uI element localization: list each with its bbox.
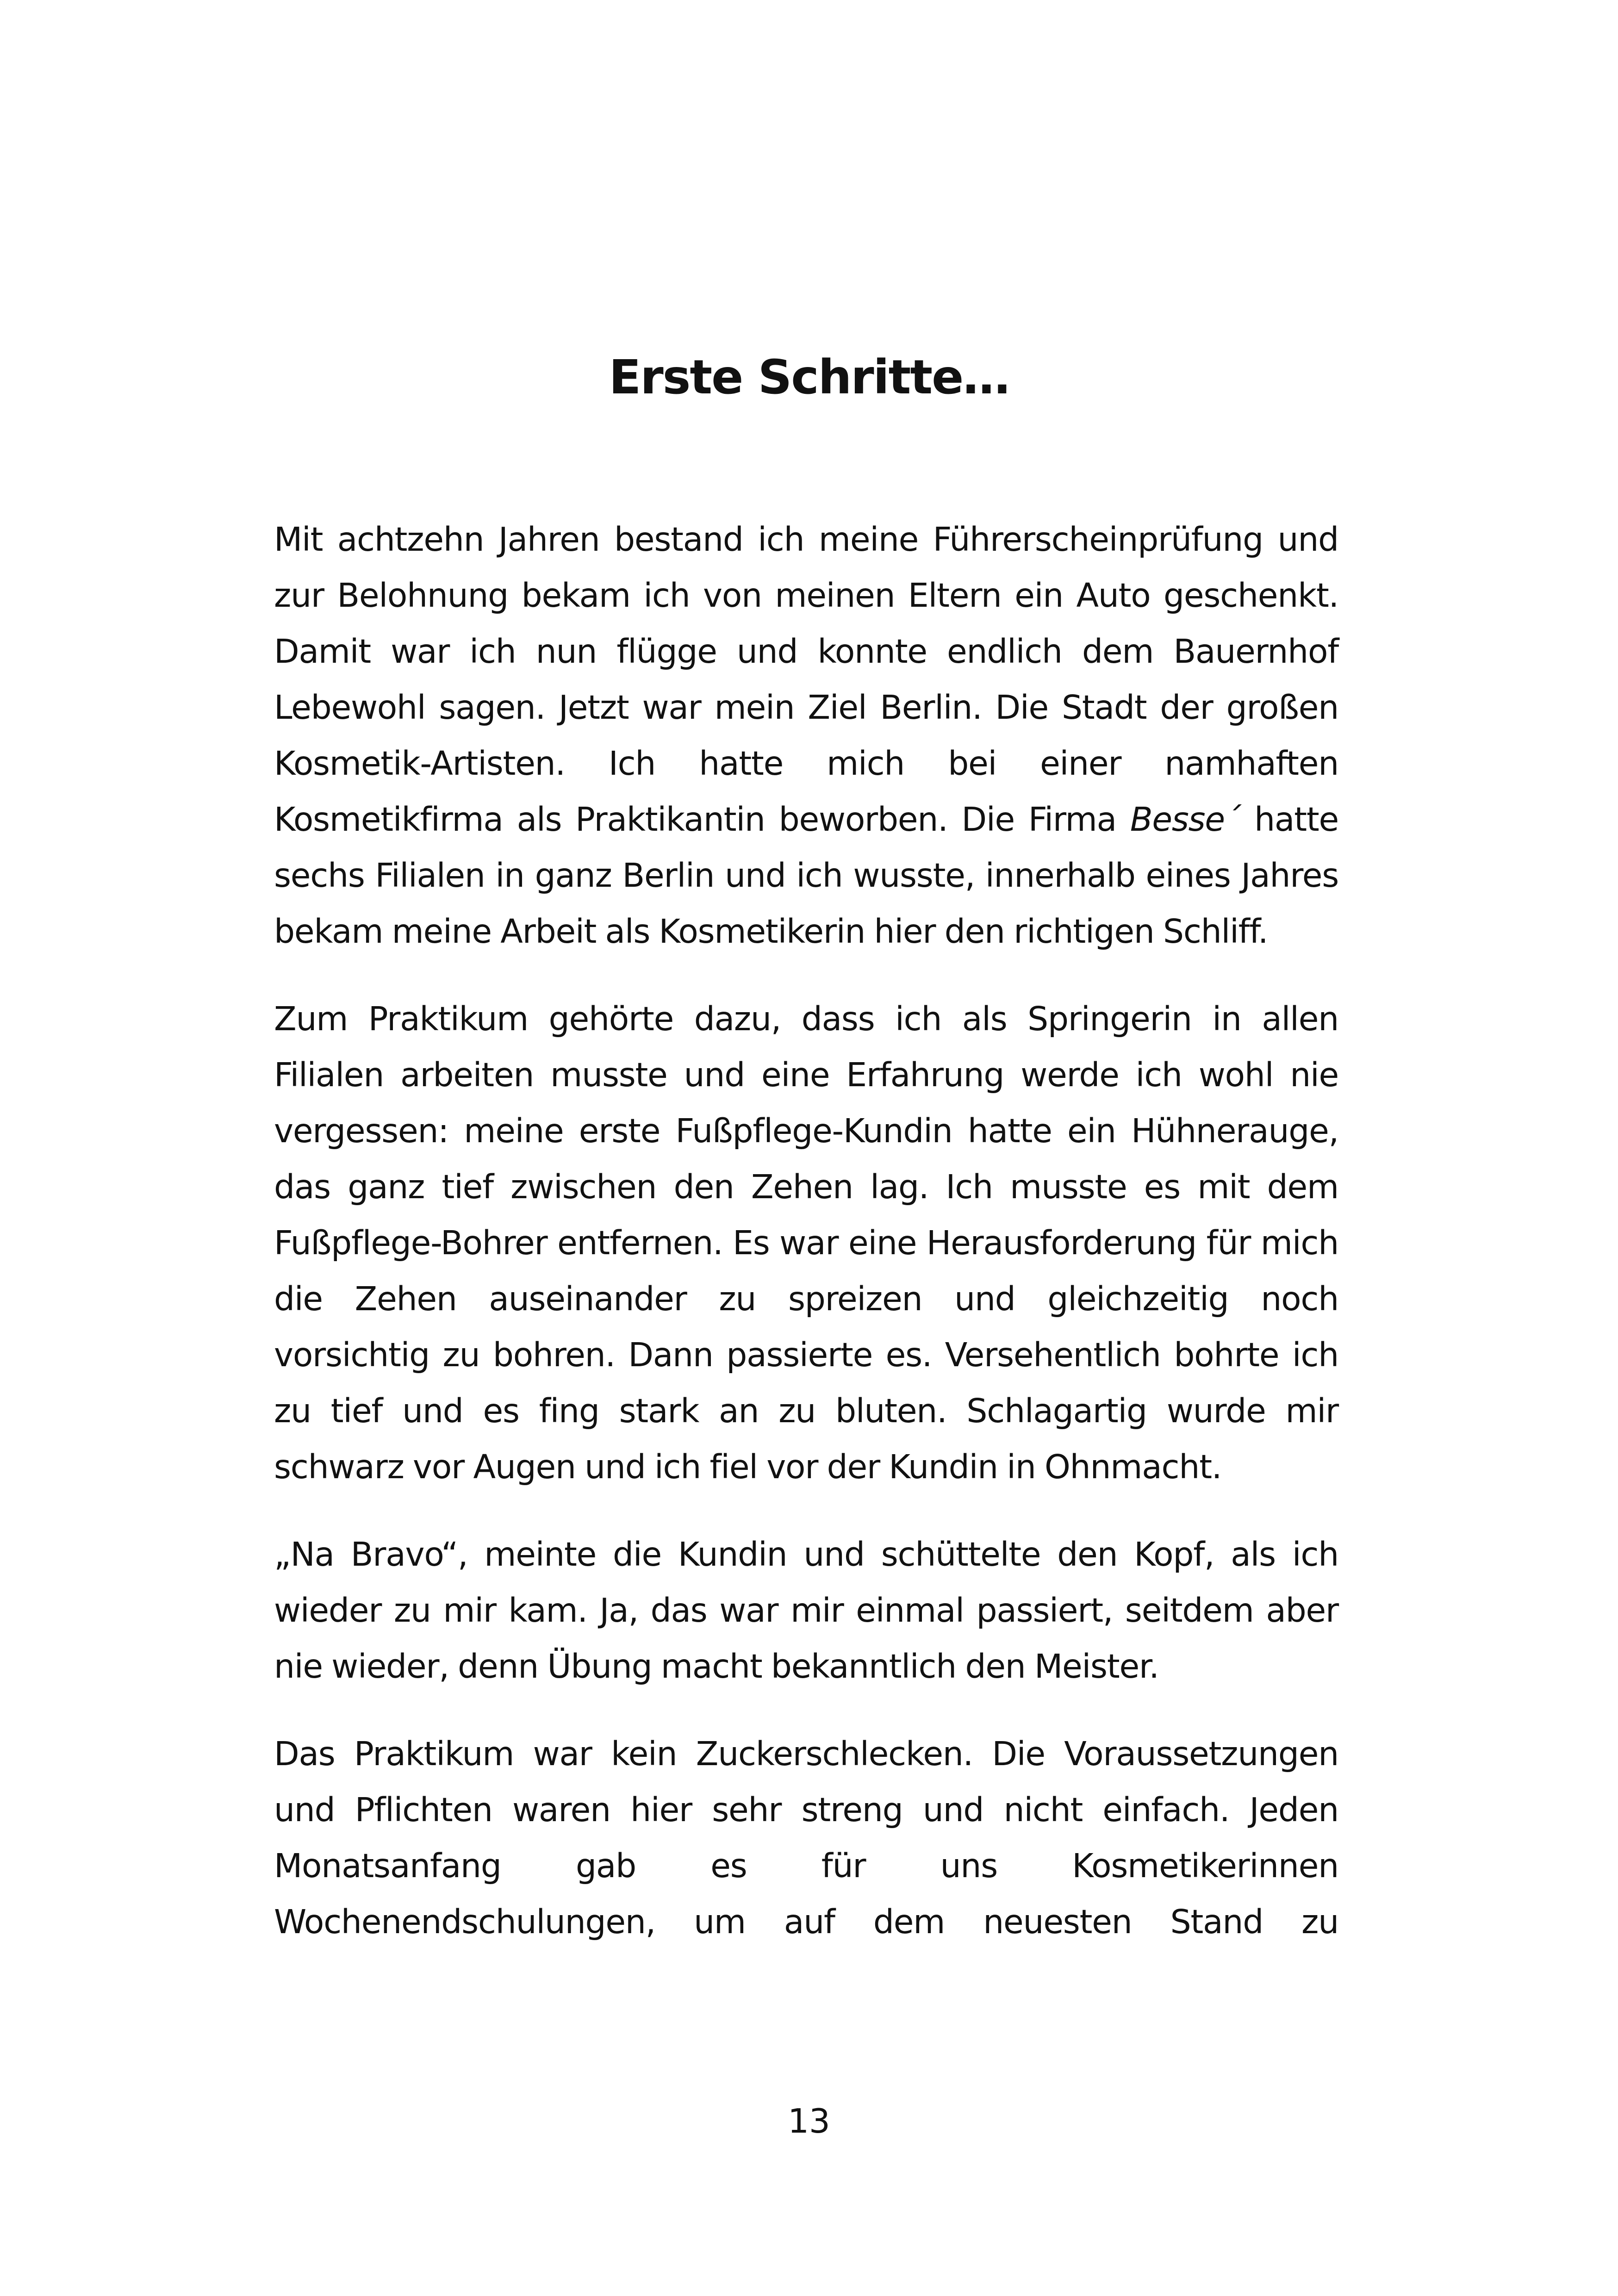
paragraph-1-text-start: Mit achtzehn Jahren bestand ich meine Führerscheinprüfung und zur Belohnung bekam ich von meinen Eltern ein Auto geschenkt. Damit war ich nun flügge und konnte endlich dem Bauernhof Lebewohl sagen. Jetzt war mein Ziel Berlin. Die Stadt der großen Kosmetik-Artisten. Ich hatte mich bei einer namhaften Kosmetikfirma als Praktikantin beworben. Die Firma bbox=[274, 520, 1338, 839]
paragraph-4: Das Praktikum war kein Zuckerschlecken. Die Voraussetzungen und Pflichten waren hier sehr streng und nicht einfach. Jeden Monatsanfang gab es für uns Kosmetikerinnen Wochenendschulungen, um auf dem neuesten Stand zu bbox=[274, 1735, 1338, 1941]
company-name: Besse´ bbox=[1130, 800, 1241, 839]
paragraph-2: Zum Praktikum gehörte dazu, dass ich als Springerin in allen Filialen arbeiten musste und eine Erfahrung werde ich wohl nie vergessen: meine erste Fußpflege-Kundin hatte ein Hühnerauge, das ganz tief zwischen den Zehen lag. Ich musste es mit dem Fußpflege-Bohrer entfernen. Es war eine Herausforderung für mich die Zehen auseinander zu spreizen und gleichzeitig noch vorsichtig zu bohren. Dann passierte es. Versehentlich bohrte ich zu tief und es fing stark an zu bluten. Schlagartig wurde mir schwarz vor Augen und ich fiel vor der Kundin in Ohnmacht. bbox=[274, 1000, 1338, 1486]
paragraph-1 bbox=[274, 511, 1338, 959]
paragraph-3: „Na Bravo“, meinte die Kundin und schüttelte den Kopf, als ich wieder zu mir kam. Ja, das war mir einmal passiert, seitdem aber nie wieder, denn Übung macht bekanntlich den Meister. bbox=[274, 1535, 1338, 1686]
paragraph-1-text-end: hatte sechs Filialen in ganz Berlin und ich wusste, innerhalb eines Jahres bekam meine Arbeit als Kosmetikerin hier den richtigen Schliff. bbox=[274, 800, 1338, 951]
chapter-body bbox=[274, 511, 1338, 1981]
page-number: 13 bbox=[788, 2102, 830, 2140]
chapter-title: Erste Schritte… bbox=[609, 350, 1009, 405]
